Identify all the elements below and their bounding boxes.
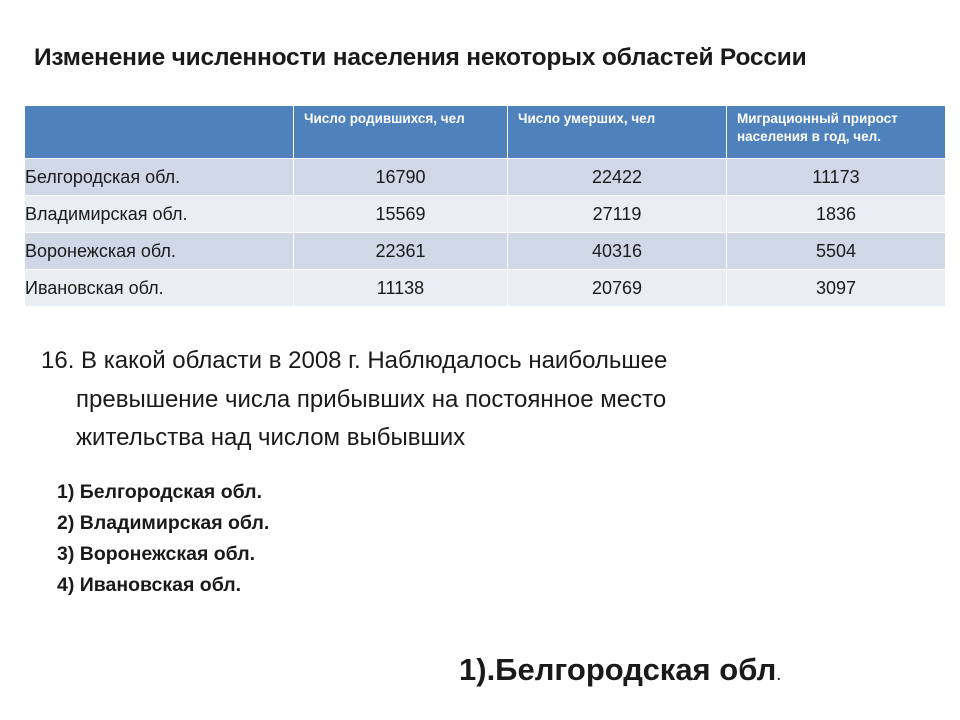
page-title: Изменение численности населения некоторых областей России xyxy=(34,44,807,71)
table-row xyxy=(25,270,946,307)
cell-region: Владимирская обл. xyxy=(25,196,294,233)
answer-text: 1).Белгородская обл xyxy=(459,652,777,687)
cell-deaths: 27119 xyxy=(508,196,727,233)
cell-deaths: 40316 xyxy=(508,233,727,270)
cell-deaths: 20769 xyxy=(508,270,727,307)
cell-births: 11138 xyxy=(294,270,508,307)
header-cell-region xyxy=(25,106,294,159)
table-header-row xyxy=(25,106,946,159)
cell-region: Ивановская обл. xyxy=(25,270,294,307)
population-table xyxy=(24,105,946,307)
option-2: 2) Владимирская обл. xyxy=(57,512,270,534)
option-3: 3) Воронежская обл. xyxy=(57,543,256,565)
table-row xyxy=(25,233,946,270)
header-cell-deaths: Число умерших, чел xyxy=(508,106,727,159)
cell-region: Белгородская обл. xyxy=(25,159,294,196)
question-line: превышение числа прибывших на постоянное место xyxy=(76,385,667,413)
question-text xyxy=(41,342,861,458)
cell-migration: 3097 xyxy=(727,270,946,307)
option-1: 1) Белгородская обл. xyxy=(57,481,262,503)
option-4: 4) Ивановская обл. xyxy=(57,574,242,596)
cell-region: Воронежская обл. xyxy=(25,233,294,270)
answer-options xyxy=(57,477,269,601)
cell-deaths: 22422 xyxy=(508,159,727,196)
correct-answer xyxy=(459,652,781,688)
cell-births: 22361 xyxy=(294,233,508,270)
question-line: жительства над числом выбывших xyxy=(76,424,466,451)
cell-migration: 11173 xyxy=(727,159,946,196)
answer-dot: . xyxy=(776,664,782,684)
table-row xyxy=(25,196,946,233)
question-line: 16. В какой области в 2008 г. Наблюдалось наибольшее xyxy=(41,347,668,374)
cell-births: 15569 xyxy=(294,196,508,233)
cell-births: 16790 xyxy=(294,159,508,196)
cell-migration: 5504 xyxy=(727,233,946,270)
cell-migration: 1836 xyxy=(727,196,946,233)
header-cell-migration: Миграционный прирост населения в год, чел. xyxy=(727,106,946,159)
header-cell-births: Число родившихся, чел xyxy=(294,106,508,159)
table-row xyxy=(25,159,946,196)
